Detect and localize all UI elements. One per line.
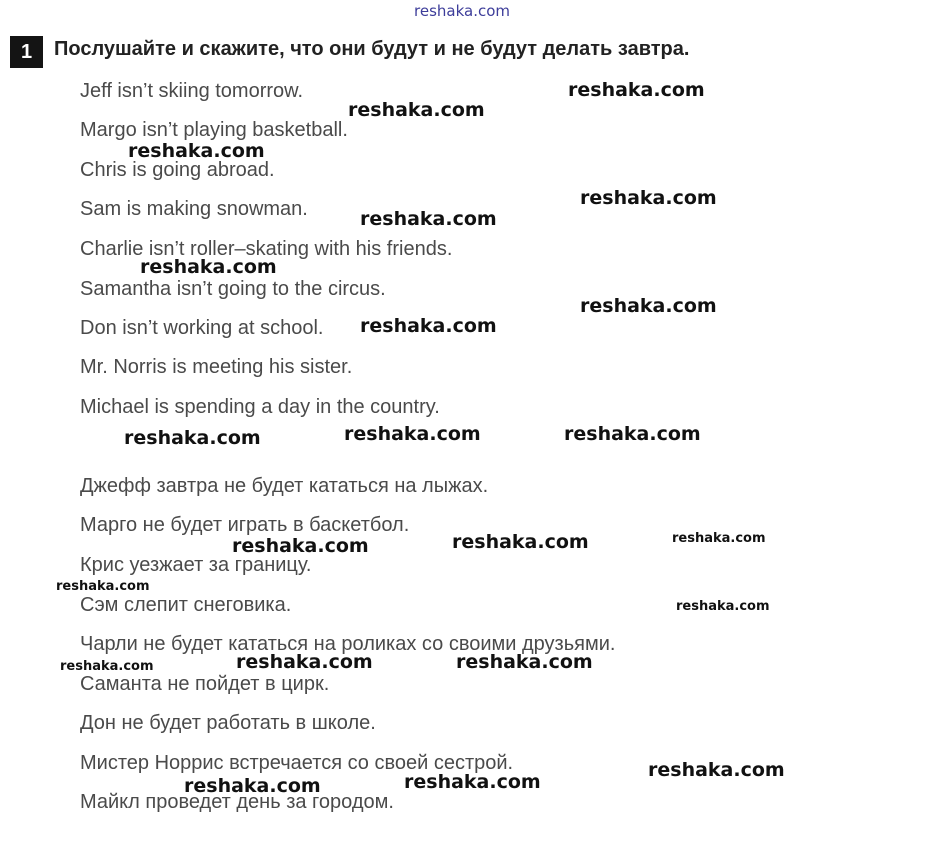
russian-line: Джефф завтра не будет кататься на лыжах. (80, 475, 489, 497)
english-line: Don isn’t working at school. (80, 317, 324, 339)
watermark: reshaka.com (580, 187, 717, 209)
watermark: reshaka.com (580, 295, 717, 317)
english-line: Sam is making snowman. (80, 198, 308, 220)
exercise-number-badge: 1 (10, 36, 43, 68)
russian-line: Мистер Норрис встречается со своей сестрой. (80, 752, 514, 774)
watermark: reshaka.com (648, 759, 785, 781)
russian-line: Саманта не пойдет в цирк. (80, 673, 330, 695)
watermark: reshaka.com (360, 208, 497, 230)
watermark: reshaka.com (672, 531, 766, 546)
watermark: reshaka.com (404, 771, 541, 793)
english-line: Chris is going abroad. (80, 159, 275, 181)
watermark: reshaka.com (348, 99, 485, 121)
watermark: reshaka.com (232, 535, 369, 557)
watermark: reshaka.com (184, 775, 321, 797)
watermark: reshaka.com (676, 599, 770, 614)
english-line: Samantha isn’t going to the circus. (80, 278, 386, 300)
english-line: Michael is spending a day in the country. (80, 396, 440, 418)
russian-line: Марго не будет играть в баскетбол. (80, 514, 410, 536)
exercise-title: Послушайте и скажите, что они будут и не будут делать завтра. (54, 38, 690, 60)
watermark: reshaka.com (60, 659, 154, 674)
english-line: Mr. Norris is meeting his sister. (80, 356, 353, 378)
watermark: reshaka.com (360, 315, 497, 337)
english-line: Margo isn’t playing basketball. (80, 119, 348, 141)
english-line: Jeff isn’t skiing tomorrow. (80, 80, 304, 102)
watermark: reshaka.com (140, 256, 277, 278)
watermark: reshaka.com (568, 79, 705, 101)
watermark: reshaka.com (452, 531, 589, 553)
russian-line: Крис уезжает за границу. (80, 554, 312, 576)
russian-line: Сэм слепит снеговика. (80, 594, 292, 616)
watermark: reshaka.com (124, 427, 261, 449)
site-header-watermark: reshaka.com (414, 2, 510, 20)
russian-line: Майкл проведет день за городом. (80, 791, 394, 813)
russian-line: Дон не будет работать в школе. (80, 712, 376, 734)
watermark: reshaka.com (56, 579, 150, 594)
watermark: reshaka.com (456, 651, 593, 673)
watermark: reshaka.com (236, 651, 373, 673)
watermark: reshaka.com (128, 140, 265, 162)
russian-line: Чарли не будет кататься на роликах со своими друзьями. (80, 633, 616, 655)
watermark: reshaka.com (564, 423, 701, 445)
watermark: reshaka.com (344, 423, 481, 445)
english-line: Charlie isn’t roller–skating with his friends. (80, 238, 453, 260)
